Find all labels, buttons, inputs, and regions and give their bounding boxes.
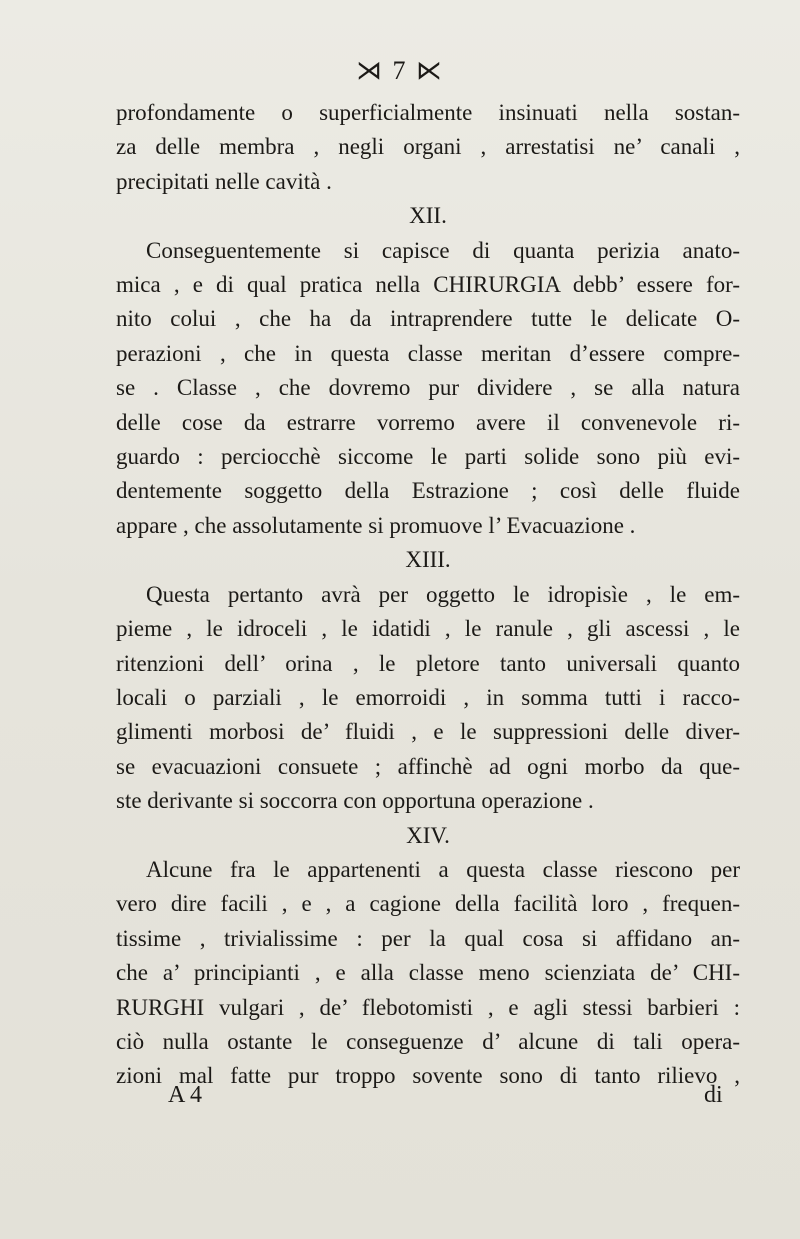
section-heading: XIV. <box>406 822 450 848</box>
text-line: Questa pertanto avrà per oggetto le idropisìe , le em- <box>146 581 740 607</box>
text-line: glimenti morbosi de’ fluidi , e le suppressioni delle diver- <box>116 719 740 745</box>
text-line: Alcune fra le appartenenti a questa classe riescono per <box>146 856 740 882</box>
text-line: za delle membra , negli organi , arrestatisi ne’ canali , <box>116 134 740 160</box>
body-text <box>116 96 740 1094</box>
text-line: nito colui , che ha da intraprendere tutte le delicate O- <box>116 306 740 332</box>
text-line: se evacuazioni consuete ; affinchè ad ogni morbo da que- <box>116 753 740 779</box>
text-line: precipitati nelle cavità . <box>116 168 332 194</box>
text-line: delle cose da estrarre vorremo avere il convenevole ri- <box>116 409 740 435</box>
catchword: di <box>704 1082 723 1108</box>
text-line: tissime , trivialissime : per la qual cosa si affidano an- <box>116 925 740 951</box>
text-line: ritenzioni dell’ orina , le pletore tanto universali quanto <box>116 650 740 676</box>
text-line: che a’ principianti , e alla classe meno scienziata de’ CHI- <box>116 960 740 986</box>
section-heading: XIII. <box>405 547 451 573</box>
text-line: ste derivante si soccorra con opportuna operazione . <box>116 788 594 814</box>
text-line: perazioni , che in questa classe meritan d’essere compre- <box>116 340 740 366</box>
text-line: dentemente soggetto della Estrazione ; così delle fluide <box>116 478 740 504</box>
text-line: appare , che assolutamente si promuove l’ Evacuazione . <box>116 512 636 538</box>
text-line: guardo : perciocchè siccome le parti solide sono più evi- <box>116 444 740 470</box>
text-line: locali o parziali , le emorroidi , in somma tutti i racco- <box>116 684 740 710</box>
page-number: ⋊ 7 ⋉ <box>356 56 444 85</box>
text-line: mica , e di qual pratica nella CHIRURGIA debb’ essere for- <box>116 272 740 298</box>
text-line: RURGHI vulgari , de’ flebotomisti , e agli stessi barbieri : <box>116 994 740 1020</box>
signature-mark: A 4 <box>168 1082 203 1108</box>
text-line: zioni mal fatte pur troppo sovente sono di tanto rilievo , <box>116 1063 740 1089</box>
text-line: pieme , le idroceli , le idatidi , le ranule , gli ascessi , le <box>116 616 740 642</box>
text-line: profondamente o superficialmente insinuati nella sostan- <box>116 100 740 125</box>
section-heading: XII. <box>409 203 447 229</box>
text-line: Conseguentemente si capisce di quanta perizia anato- <box>146 237 740 263</box>
text-line: se . Classe , che dovremo pur dividere , se alla natura <box>116 375 740 401</box>
text-line: ciò nulla ostante le conseguenze d’ alcune di tali opera- <box>116 1028 740 1054</box>
text-line: vero dire facili , e , a cagione della facilità loro , frequen- <box>116 891 740 917</box>
